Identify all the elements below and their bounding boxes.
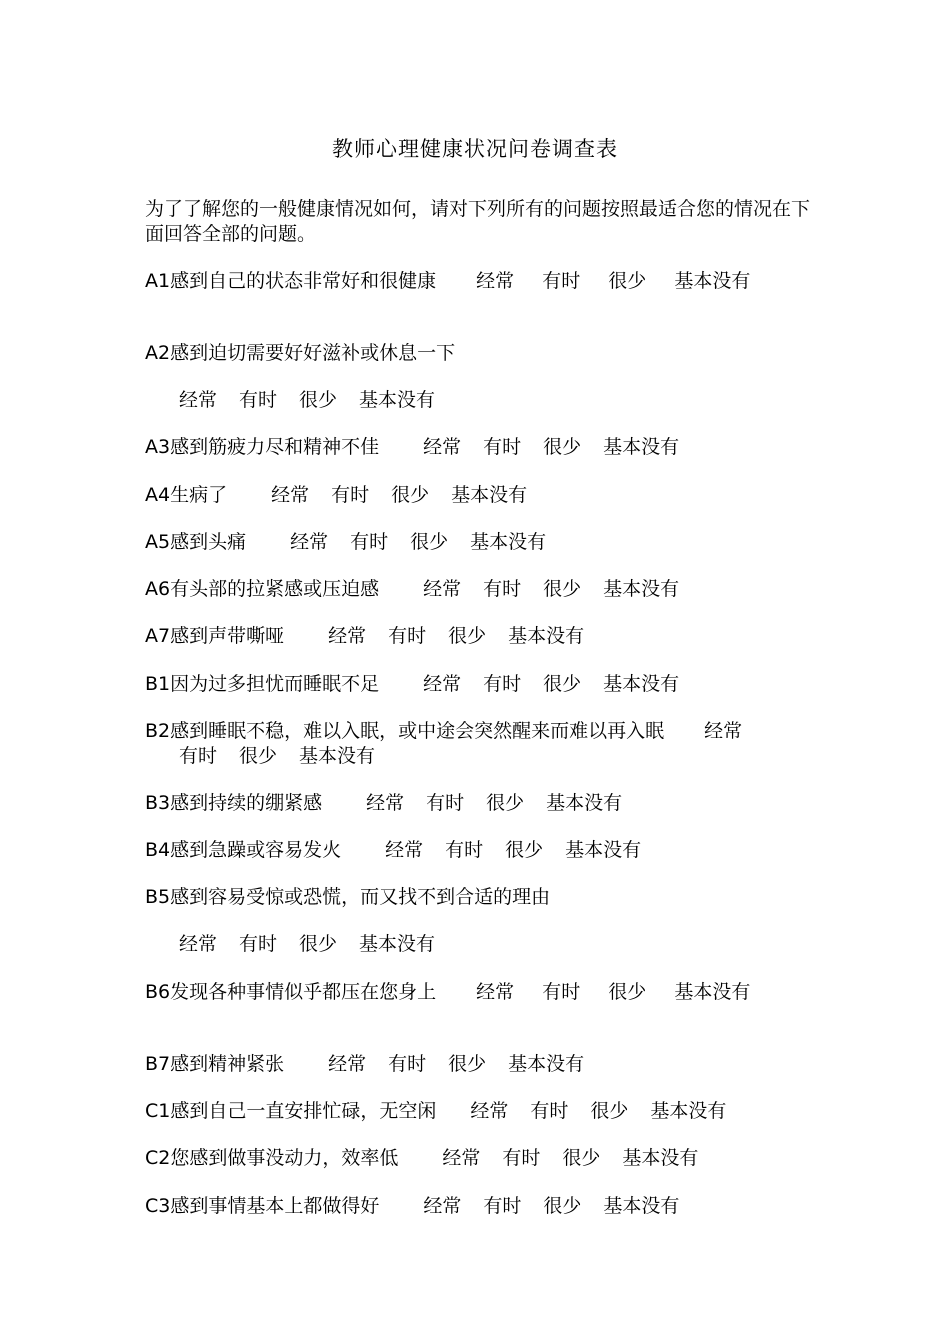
question-text: A2感到迫切需要好好滋补或休息一下 [145,342,456,364]
question-text: B5感到容易受惊或恐慌，而又找不到合适的理由 [145,886,551,908]
option-almost-never[interactable]: 基本没有 [674,981,751,1003]
option-almost-never[interactable]: 基本没有 [603,578,680,600]
option-almost-never[interactable]: 基本没有 [299,745,376,767]
question-c1 [145,1099,810,1124]
option-almost-never[interactable]: 基本没有 [650,1100,727,1122]
option-often[interactable]: 经常 [385,839,424,861]
option-sometimes[interactable]: 有时 [483,673,522,695]
option-sometimes[interactable]: 有时 [350,531,389,553]
question-text: C2您感到做事没动力，效率低 [145,1147,399,1169]
question-text: A5感到头痛 [145,531,247,553]
option-sometimes[interactable]: 有时 [388,625,427,647]
option-rarely[interactable]: 很少 [448,1053,487,1075]
option-sometimes[interactable]: 有时 [388,1053,427,1075]
question-text: A1感到自己的状态非常好和很健康 [145,270,437,292]
option-often[interactable]: 经常 [470,1100,509,1122]
option-sometimes[interactable]: 有时 [483,436,522,458]
question-text: B1因为过多担忧而睡眠不足 [145,673,380,695]
question-a2-options [179,388,457,413]
question-b4 [145,838,810,863]
option-rarely[interactable]: 很少 [608,981,647,1003]
option-rarely[interactable]: 很少 [543,1195,582,1217]
option-rarely[interactable]: 很少 [562,1147,601,1169]
option-sometimes[interactable]: 有时 [179,745,218,767]
option-sometimes[interactable]: 有时 [502,1147,541,1169]
question-text: B6发现各种事情似乎都压在您身上 [145,981,437,1003]
option-sometimes[interactable]: 有时 [239,389,278,411]
option-almost-never[interactable]: 基本没有 [359,933,436,955]
question-text: B4感到急躁或容易发火 [145,839,342,861]
option-almost-never[interactable]: 基本没有 [622,1147,699,1169]
option-rarely[interactable]: 很少 [410,531,449,553]
option-rarely[interactable]: 很少 [299,389,338,411]
option-rarely[interactable]: 很少 [391,484,430,506]
question-text: C1感到自己一直安排忙碌，无空闲 [145,1100,437,1122]
option-often[interactable]: 经常 [476,270,515,292]
option-often[interactable]: 经常 [423,578,462,600]
option-often[interactable]: 经常 [704,720,743,742]
question-b3 [145,791,810,816]
option-often[interactable]: 经常 [476,981,515,1003]
question-a5 [145,530,810,555]
option-almost-never[interactable]: 基本没有 [451,484,528,506]
option-almost-never[interactable]: 基本没有 [359,389,436,411]
option-rarely[interactable]: 很少 [486,792,525,814]
option-rarely[interactable]: 很少 [543,673,582,695]
question-a6 [145,577,810,602]
option-often[interactable]: 经常 [423,436,462,458]
question-a7 [145,624,810,649]
option-sometimes[interactable]: 有时 [331,484,370,506]
question-a4 [145,483,810,508]
option-often[interactable]: 经常 [290,531,329,553]
page-title: 教师心理健康状况问卷调查表 [332,137,618,161]
option-often[interactable]: 经常 [366,792,405,814]
option-rarely[interactable]: 很少 [239,745,278,767]
option-almost-never[interactable]: 基本没有 [674,270,751,292]
question-text: C3感到事情基本上都做得好 [145,1195,380,1217]
option-sometimes[interactable]: 有时 [445,839,484,861]
option-almost-never[interactable]: 基本没有 [470,531,547,553]
option-often[interactable]: 经常 [179,933,218,955]
question-text: B2感到睡眠不稳，难以入眠，或中途会突然醒来而难以再入眠 [145,720,665,742]
option-sometimes[interactable]: 有时 [483,1195,522,1217]
option-often[interactable]: 经常 [423,1195,462,1217]
question-a2 [145,341,810,366]
option-often[interactable]: 经常 [328,625,367,647]
intro-paragraph: 为了了解您的一般健康情况如何，请对下列所有的问题按照最适合您的情况在下面回答全部的问题。 [145,198,811,245]
question-text: B7感到精神紧张 [145,1053,285,1075]
option-often[interactable]: 经常 [271,484,310,506]
option-often[interactable]: 经常 [442,1147,481,1169]
option-sometimes[interactable]: 有时 [426,792,465,814]
option-sometimes[interactable]: 有时 [239,933,278,955]
question-a3 [145,435,810,460]
option-almost-never[interactable]: 基本没有 [603,673,680,695]
question-c2 [145,1146,810,1171]
option-rarely[interactable]: 很少 [543,578,582,600]
option-almost-never[interactable]: 基本没有 [603,1195,680,1217]
question-text: B3感到持续的绷紧感 [145,792,323,814]
option-rarely[interactable]: 很少 [448,625,487,647]
option-rarely[interactable]: 很少 [299,933,338,955]
option-almost-never[interactable]: 基本没有 [603,436,680,458]
option-rarely[interactable]: 很少 [608,270,647,292]
question-b6 [145,980,810,1005]
question-text: A4生病了 [145,484,228,506]
question-a1 [145,269,810,294]
option-often[interactable]: 经常 [328,1053,367,1075]
option-almost-never[interactable]: 基本没有 [508,1053,585,1075]
option-almost-never[interactable]: 基本没有 [508,625,585,647]
question-b1 [145,672,810,697]
question-b7 [145,1052,810,1077]
option-often[interactable]: 经常 [179,389,218,411]
question-text: A6有头部的拉紧感或压迫感 [145,578,380,600]
option-almost-never[interactable]: 基本没有 [565,839,642,861]
option-rarely[interactable]: 很少 [543,436,582,458]
option-sometimes[interactable]: 有时 [483,578,522,600]
question-text: A7感到声带嘶哑 [145,625,285,647]
option-rarely[interactable]: 很少 [505,839,544,861]
question-text: A3感到筋疲力尽和精神不佳 [145,436,380,458]
option-rarely[interactable]: 很少 [590,1100,629,1122]
option-often[interactable]: 经常 [423,673,462,695]
option-sometimes[interactable]: 有时 [542,270,581,292]
question-b5 [145,885,810,910]
question-b2 [145,719,810,769]
option-sometimes[interactable]: 有时 [530,1100,569,1122]
question-c3 [145,1194,810,1219]
option-sometimes[interactable]: 有时 [542,981,581,1003]
question-b5-options [179,932,457,957]
option-almost-never[interactable]: 基本没有 [546,792,623,814]
